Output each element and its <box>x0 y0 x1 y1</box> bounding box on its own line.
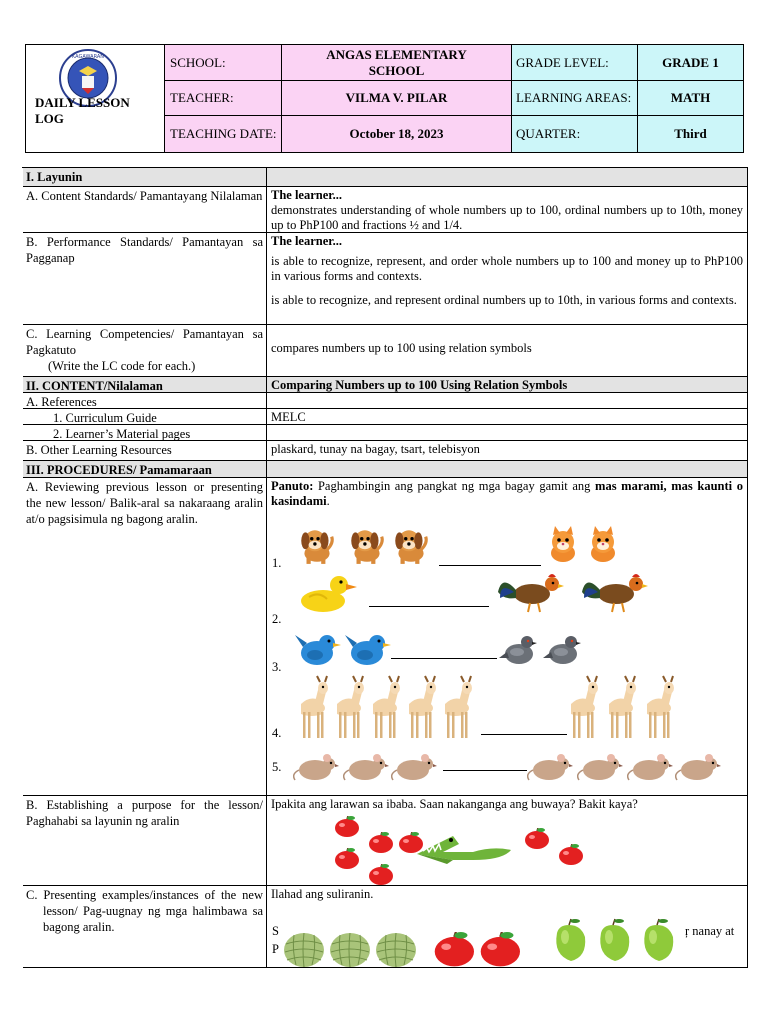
content-standards-text: demonstrates understanding of whole numbers up to 100, ordinal numbers up to 10th, money up to PhP100 and fractions ½ and 1/4. <box>271 203 743 232</box>
dog-icon <box>345 524 389 566</box>
header-logo-cell <box>26 45 165 152</box>
item-number-1: 1. <box>272 556 282 570</box>
teaching-date-label: TEACHING DATE: <box>165 116 282 152</box>
rooster-icon <box>493 572 567 614</box>
panuto-bold: mas marami, mas kaunti o kasindami <box>271 479 743 508</box>
content-standards-lead: The learner... <box>271 188 343 202</box>
row-procedure-b <box>23 796 748 886</box>
lesson-log-header <box>25 44 744 153</box>
row-procedure-a <box>23 478 748 796</box>
doc-title: DAILY LESSON LOG <box>35 95 130 126</box>
references-label: A. References <box>23 393 267 408</box>
goat-icon <box>329 674 369 740</box>
mouse-icon <box>627 750 677 782</box>
section-header-layunin <box>23 168 748 187</box>
school-value: ANGAS ELEMENTARY SCHOOL <box>282 45 512 81</box>
procedure-b-label: B. Establishing a purpose for the lesson/ Paghahabi sa layunin ng aralin <box>23 796 267 885</box>
grade-level-value: GRADE 1 <box>638 45 743 81</box>
performance-standards-label: B. Performance Standards/ Pamantayan sa Pagganap <box>23 233 267 324</box>
performance-standards-text-1: is able to recognize, represent, and order whole numbers up to 100 and money up to PhP100 in various forms and contexts. <box>271 254 743 283</box>
mouse-icon <box>527 750 577 782</box>
answer-blank-3[interactable] <box>391 658 497 659</box>
row-procedure-c <box>23 886 748 968</box>
row-content-standards <box>23 187 748 233</box>
apple-icon <box>479 932 525 968</box>
grade-level-label: GRADE LEVEL: <box>512 45 638 81</box>
procedure-c-fragment-2: ŗ nanay at <box>685 924 735 938</box>
mango-icon <box>595 916 635 966</box>
panuto-lead: Panuto: <box>271 479 314 493</box>
apple-icon <box>333 848 363 870</box>
content-standards-label: A. Content Standards/ Pamantayang Nilalaman <box>23 187 267 232</box>
teaching-date-value: October 18, 2023 <box>282 116 512 152</box>
curriculum-guide-text: MELC <box>267 409 748 424</box>
cat-icon <box>543 524 583 566</box>
section-header-procedures <box>23 461 748 478</box>
pigeon-icon <box>543 630 583 666</box>
atis-fruit-icon <box>373 930 419 968</box>
school-label: SCHOOL: <box>165 45 282 81</box>
row-curriculum-guide <box>23 409 748 425</box>
answer-blank-2[interactable] <box>369 606 489 607</box>
procedure-c-text: Ilahad ang suliranin. <box>271 887 374 901</box>
learning-competencies-sub: (Write the LC code for each.) <box>48 359 196 373</box>
mouse-icon <box>391 750 441 782</box>
answer-blank-1[interactable] <box>439 565 541 566</box>
procedure-c-fragment-1: S <box>272 924 279 938</box>
atis-fruit-icon <box>327 930 373 968</box>
rooster-icon <box>577 572 651 614</box>
row-other-resources <box>23 441 748 461</box>
goat-icon <box>601 674 641 740</box>
lesson-table <box>22 167 748 956</box>
item-number-4: 4. <box>272 726 282 740</box>
procedure-c-fragment-3: P <box>272 942 279 956</box>
teacher-value: VILMA V. PILAR <box>282 81 512 116</box>
crocodile-icon <box>413 830 513 866</box>
goat-icon <box>293 674 333 740</box>
row-performance-standards <box>23 233 748 325</box>
panuto-text: Paghambingin ang pangkat ng mga bagay gamit ang <box>313 479 596 493</box>
quarter-label: QUARTER: <box>512 116 638 152</box>
procedure-c-label: C. Presenting examples/instances of the new lesson/ Pag-uugnay ng mga halimbawa sa bagong aralin. <box>23 886 267 967</box>
content-text: Comparing Numbers up to 100 Using Relation Symbols <box>267 377 748 392</box>
learning-competencies-label: C. Learning Competencies/ Pamantayan sa Pagkatuto <box>26 327 263 357</box>
goat-icon <box>437 674 477 740</box>
mango-icon <box>639 916 679 966</box>
row-learners-material <box>23 425 748 441</box>
duck-icon <box>293 572 359 616</box>
learning-competencies-text: compares numbers up to 100 using relation symbols <box>267 325 748 376</box>
mouse-icon <box>293 750 343 782</box>
apple-icon <box>333 816 363 838</box>
mouse-icon <box>675 750 725 782</box>
apple-icon <box>557 844 587 866</box>
dog-icon <box>389 524 433 566</box>
row-references <box>23 393 748 409</box>
procedures-label: III. PROCEDURES/ Pamamaraan <box>23 461 267 477</box>
item-number-2: 2. <box>272 612 282 626</box>
goat-icon <box>639 674 679 740</box>
dog-icon <box>295 524 339 566</box>
mouse-icon <box>343 750 393 782</box>
answer-blank-5[interactable] <box>443 770 527 771</box>
answer-blank-4[interactable] <box>481 734 567 735</box>
quarter-value: Third <box>638 116 743 152</box>
apple-icon <box>433 932 479 968</box>
cat-icon <box>583 524 623 566</box>
content-label: II. CONTENT/Nilalaman <box>23 377 267 392</box>
item-number-5: 5. <box>272 760 282 774</box>
goat-icon <box>401 674 441 740</box>
other-resources-text: plaskard, tunay na bagay, tsart, telebisyon <box>267 441 748 460</box>
apple-icon <box>367 864 397 886</box>
curriculum-guide-label: 1. Curriculum Guide <box>23 409 267 424</box>
goat-icon <box>563 674 603 740</box>
item-number-3: 3. <box>272 660 282 674</box>
performance-standards-lead: The learner... <box>271 234 343 248</box>
section-title: I. Layunin <box>23 168 267 186</box>
goat-icon <box>365 674 405 740</box>
performance-standards-text-2: is able to recognize, and represent ordinal numbers up to 10th, in various forms and contexts. <box>271 293 737 307</box>
mango-icon <box>551 916 591 966</box>
svg-text:KAGAWARAN: KAGAWARAN <box>71 54 105 60</box>
apple-icon <box>523 828 553 850</box>
bird-icon <box>343 628 393 670</box>
learners-material-label: 2. Learner’s Material pages <box>23 425 267 440</box>
other-resources-label: B. Other Learning Resources <box>23 441 267 460</box>
procedure-a-label: A. Reviewing previous lesson or presenting the new lesson/ Balik-aral sa nakaraang aralin at/o pagsisimula ng bagong aralin. <box>23 478 267 795</box>
procedure-b-text: Ipakita ang larawan sa ibaba. Saan nakanganga ang buwaya? Bakit kaya? <box>271 797 638 811</box>
section-header-content <box>23 377 748 393</box>
pigeon-icon <box>499 630 539 666</box>
learning-areas-label: LEARNING AREAS: <box>512 81 638 116</box>
panuto-end: . <box>326 494 330 508</box>
learning-areas-value: MATH <box>638 81 743 116</box>
bird-icon <box>293 628 343 670</box>
teacher-label: TEACHER: <box>165 81 282 116</box>
apple-icon <box>367 832 397 854</box>
panuto <box>271 479 743 509</box>
row-learning-competencies <box>23 325 748 377</box>
mouse-icon <box>577 750 627 782</box>
atis-fruit-icon <box>281 930 327 968</box>
